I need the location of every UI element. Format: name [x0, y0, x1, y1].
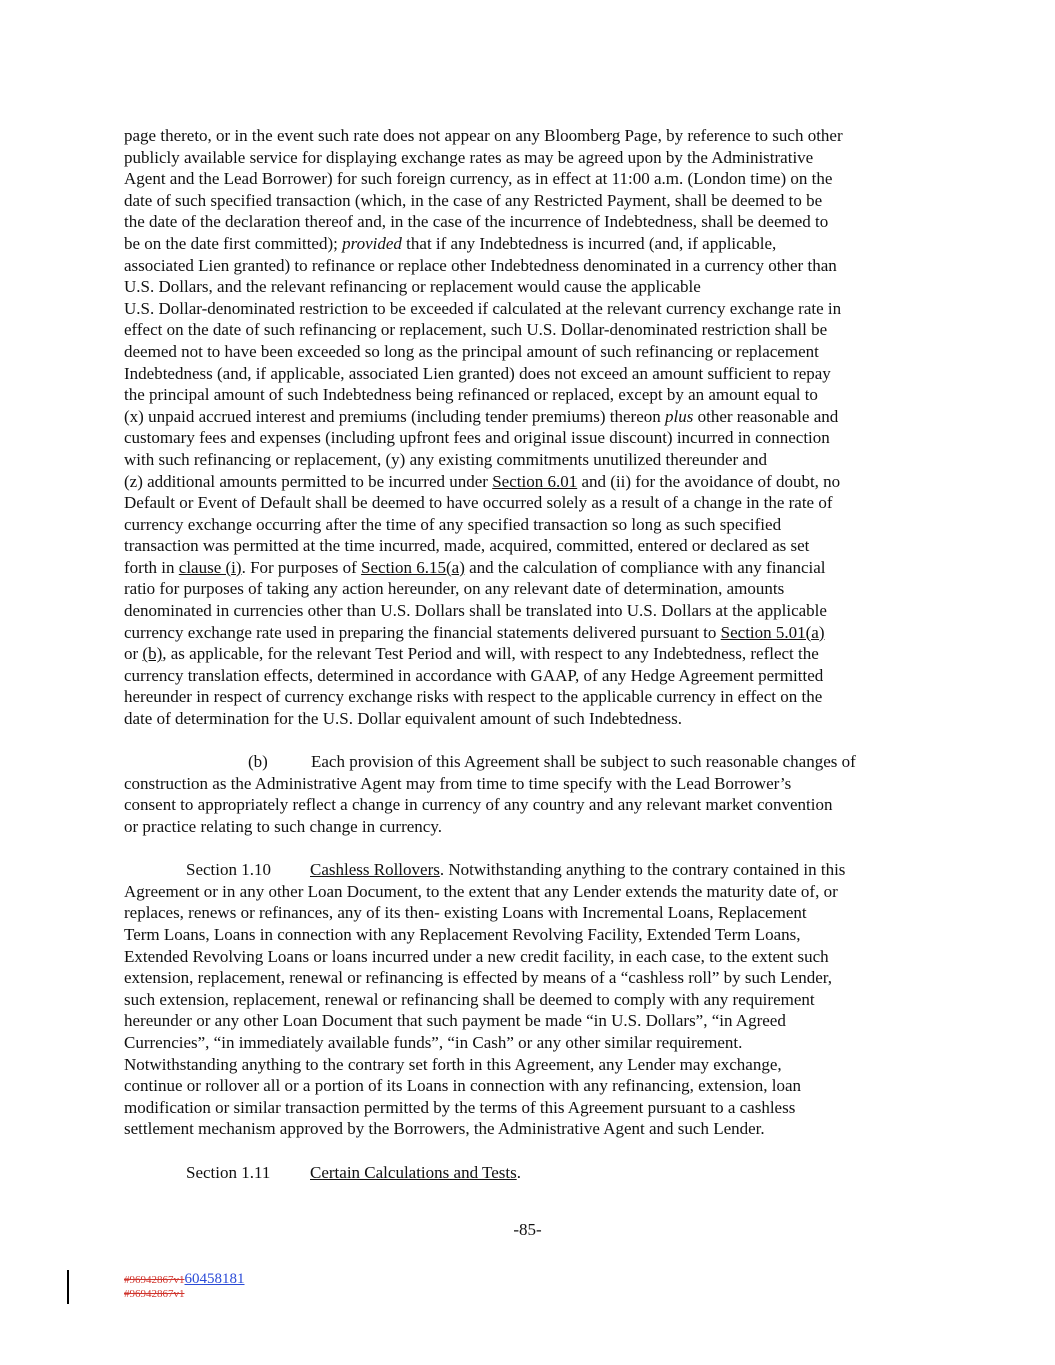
cross-reference-clause-i: clause (i) [178, 557, 242, 577]
cross-reference-section-5-01a: Section 5.01(a) [720, 622, 825, 642]
text-line: with such refinancing or replacement, (y) any existing commitments unutilized thereunder and [124, 449, 767, 469]
text-line: U.S. Dollars, and the relevant refinancing or replacement would cause the applicable [124, 277, 701, 297]
text-line: continue or rollover all or a portion of its Loans in connection with any refinancing, extension, loan [124, 1076, 801, 1096]
document-page [124, 125, 936, 1183]
deleted-doc-id: #96942867v1 [124, 1274, 185, 1286]
cross-reference-b: (b) [142, 644, 163, 664]
text-line: publicly available service for displaying exchange rates as may be agreed upon by the Administrative [124, 147, 814, 167]
text-line: currency translation effects, determined in accordance with GAAP, of any Hedge Agreement permitted [124, 665, 824, 685]
section-1-10 [124, 859, 936, 1140]
text-line: or practice relating to such change in currency. [124, 817, 442, 836]
text-line: effect on the date of such refinancing or replacement, such U.S. Dollar-denominated restriction shall be [124, 320, 828, 340]
text-line: denominated in currencies other than U.S. Dollars shall be translated into U.S. Dollars at the applicable [124, 601, 827, 621]
clause-marker: (b) [248, 752, 268, 772]
text-line: Section 1.11 Certain Calculations and Tests. [186, 1162, 521, 1182]
text-line: date of such specified transaction (which, in the case of any Restricted Payment, shall be deemed to be [124, 190, 823, 210]
text-line: modification or similar transaction permitted by the terms of this Agreement pursuant to a cashless [124, 1097, 796, 1117]
inserted-doc-id: 60458181 [184, 1271, 245, 1287]
revision-change-bar [67, 1270, 69, 1304]
text-line: transaction was permitted at the time incurred, made, acquired, committed, entered or declared as set [124, 536, 810, 556]
text-line: Currencies”, “in immediately available funds”, “in Cash” or any other similar requirement. [124, 1032, 743, 1052]
text-line: U.S. Dollar-denominated restriction to be exceeded if calculated at the relevant currency exchange rate in [124, 298, 842, 318]
section-heading: Certain Calculations and Tests [310, 1162, 517, 1182]
text-line: forth in clause (i). For purposes of Section 6.15(a) and the calculation of compliance with any financial [124, 557, 826, 577]
text-line: extension, replacement, renewal or refinancing is effected by means of a “cashless roll” by such Lender, [124, 968, 832, 988]
text-line: date of determination for the U.S. Dollar equivalent amount of such Indebtedness. [124, 709, 683, 729]
text-line: hereunder in respect of currency exchange risks with respect to the applicable currency in effect on the [124, 687, 823, 707]
page-number: -85- [513, 1220, 542, 1239]
text-line: page thereto, or in the event such rate does not appear on any Bloomberg Page, by reference to such other [124, 126, 843, 145]
text-line: Indebtedness (and, if applicable, associated Lien granted) does not exceed an amount sufficient to repay [124, 363, 831, 383]
section-heading: Cashless Rollovers [310, 860, 440, 880]
text-line: settlement mechanism approved by the Borrowers, the Administrative Agent and such Lender. [124, 1119, 765, 1139]
text-line: construction as the Administrative Agent may from time to time specify with the Lead Borrower’s [124, 773, 792, 793]
text-line: currency exchange rate used in preparing the financial statements delivered pursuant to Section 5.01(a) [124, 622, 825, 642]
italic-term: plus [665, 406, 694, 426]
text-line: replaces, renews or refinances, any of its then- existing Loans with Incremental Loans, Replacement [124, 903, 807, 923]
deleted-doc-id: #96942867v1 [124, 1288, 185, 1300]
text-line: (b) Each provision of this Agreement shall be subject to such reasonable changes of [248, 752, 856, 772]
text-line: or (b), as applicable, for the relevant Test Period and will, with respect to any Indebtedness, reflect the [124, 644, 819, 664]
text-line: Agent and the Lead Borrower) for such foreign currency, as in effect at 11:00 a.m. (London time) on the [124, 169, 833, 189]
text-line: deemed not to have been exceeded so long as the principal amount of such refinancing or replacement [124, 341, 819, 361]
text-line: such extension, replacement, renewal or refinancing shall be deemed to comply with any requirement [124, 989, 815, 1009]
text-line: hereunder or any other Loan Document that such payment be made “in U.S. Dollars”, “in Agreed [124, 1011, 786, 1031]
section-number: Section 1.10 [186, 860, 271, 880]
paragraph-b [124, 751, 936, 837]
text-line: customary fees and expenses (including upfront fees and original issue discount) incurred in connection [124, 428, 830, 448]
text-line: Term Loans, Loans in connection with any Replacement Revolving Facility, Extended Term Loans, [124, 924, 801, 944]
paragraph-currency-equivalents [124, 125, 936, 730]
cross-reference-section-6-15a: Section 6.15(a) [361, 557, 465, 577]
section-1-11 [124, 1162, 936, 1184]
text-line: the principal amount of such Indebtedness being refinanced or replaced, except by an amount equal to [124, 385, 818, 405]
text-line: Default or Event of Default shall be deemed to have occurred solely as a result of a change in the rate of [124, 493, 833, 513]
text-line: currency exchange occurring after the time of any specified transaction so long as such specified [124, 514, 782, 534]
text-line: Agreement or in any other Loan Document, to the extent that any Lender extends the maturity date of, or [124, 881, 838, 901]
text-line: (x) unpaid accrued interest and premiums (including tender premiums) thereon plus other reasonable and [124, 406, 839, 426]
text-line: Section 1.10 Cashless Rollovers. Notwithstanding anything to the contrary contained in this [186, 860, 846, 880]
text-line: be on the date first committed); provided that if any Indebtedness is incurred (and, if applicable, [124, 233, 777, 253]
text-line: ratio for purposes of taking any action hereunder, on any relevant date of determination, amounts [124, 579, 785, 599]
italic-term: provided [342, 233, 402, 253]
text-line: associated Lien granted) to refinance or replace other Indebtedness denominated in a currency other than [124, 255, 837, 275]
cross-reference-section-6-01: Section 6.01 [492, 471, 578, 491]
text-line: (z) additional amounts permitted to be incurred under Section 6.01 and (ii) for the avoidance of doubt, no [124, 471, 841, 491]
text-line: Notwithstanding anything to the contrary set forth in this Agreement, any Lender may exchange, [124, 1054, 782, 1074]
section-number: Section 1.11 [186, 1162, 271, 1182]
text-line: Extended Revolving Loans or loans incurred under a new credit facility, in each case, to the extent such [124, 946, 829, 966]
document-id-stamp [124, 1272, 245, 1301]
text-line: the date of the declaration thereof and, in the case of the incurrence of Indebtedness, shall be deemed to [124, 212, 829, 232]
text-line: consent to appropriately reflect a change in currency of any country and any relevant market convention [124, 795, 833, 815]
